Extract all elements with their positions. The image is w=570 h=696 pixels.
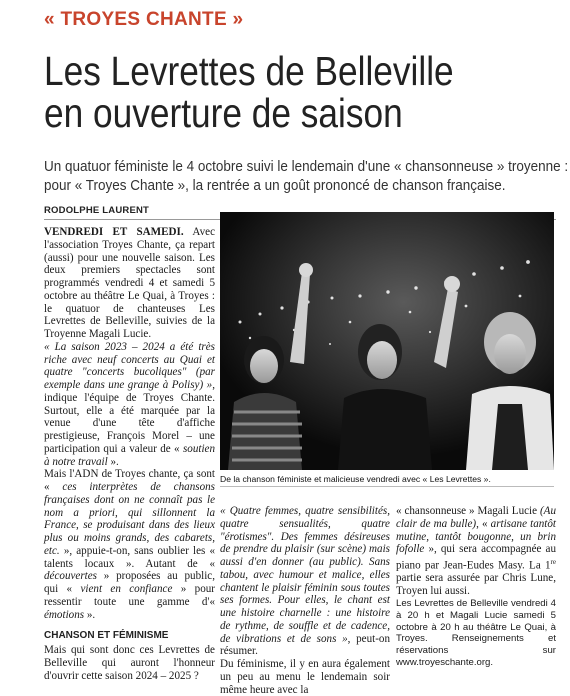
dna-text-d: » pour ressentir toute une gamme d'« xyxy=(44,583,215,608)
quote-quartet: « Quatre femmes, quatre sensibilités, quatre sensualités, quatre "érotismes". Des femmes désireuses de prendre du plaisir (sur scène) mais aussi d'en donner (au public). Sans tabou, avec humour et malice, elles chantent le plaisir féminin sous toutes ses formes. Pour elles, le chant est une histoire charnelle : une histoire de rythme, de souffle et de cadence, de vibrations et de sons » xyxy=(220,505,390,645)
quote-confidence: vient en confiance xyxy=(80,583,173,595)
paragraph-feminism: Du féminisme, il y en aura également un peu au menu le lendemain soir même heure avec la xyxy=(220,658,390,696)
quote-emotions: émotions xyxy=(44,608,85,621)
text-column-1 xyxy=(44,226,215,682)
dna-text-a: Mais l'ADN de Troyes chante, ça sont « xyxy=(44,468,215,493)
paragraph-quartet xyxy=(220,505,390,658)
quote-album: (Au clair de ma bulle) xyxy=(396,505,556,530)
performance-photo xyxy=(220,212,554,470)
magali-text-c: », qui sera accompagnée au piano par Jean-Eudes Masy. La 1 xyxy=(396,543,556,572)
quartet-text: , peut-on résumer. xyxy=(220,632,390,658)
quote-season: « La saison 2023 – 2024 a été très riche avec neuf concerts au Quai et quatre "concerts bucoliques" (par exemple dans une grange à Polisy) » xyxy=(44,340,215,391)
headline-line-2: en ouverture de saison xyxy=(44,90,403,136)
paragraph-intro xyxy=(44,226,215,341)
caption-divider xyxy=(220,486,554,487)
text-column-3 xyxy=(396,505,556,669)
paragraph-season xyxy=(44,341,215,469)
paragraph-dna xyxy=(44,468,215,621)
headline-line-1: Les Levrettes de Belleville xyxy=(44,48,454,94)
practical-info: Les Levrettes de Belleville vendredi 4 à 20 h et Magali Lucie samedi 5 octobre à 20 h au théâtre Le Quai, à Troyes. Renseignements et réservations sur www.troyeschante.org. xyxy=(396,597,556,668)
intro-text: Avec l'association Troyes Chante, ça repart (aussi) pour une nouvelle saison. Les deux premiers spectacles sont programmés vendredi 4 et samedi 5 octobre au théâtre Le Quai, à Troyes : le quatuor de chanteuses Les Levrettes de Belleville, suivies de la Troyenne Magali Lucie. xyxy=(44,226,215,340)
lead-in: VENDREDI ET SAMEDI. xyxy=(44,226,184,238)
quote-discoveries: découvertes xyxy=(44,570,97,583)
magali-text-a: « chansonneuse » Magali Lucie xyxy=(396,505,540,517)
paragraph-question: Mais qui sont donc ces Levrettes de Belleville qui auront l'honneur d'ouvrir cette saison 2024 – 2025 ? xyxy=(44,644,215,682)
quote-artisan: artisane tantôt mutine, tantôt bougonne, un brin fofolle xyxy=(396,517,556,556)
magali-text-b: , « xyxy=(476,517,491,530)
dna-text-b: », appuie-t-on, sans oublier les « talents locaux ». Autant de « xyxy=(44,544,215,570)
text-column-2 xyxy=(220,505,390,696)
magali-text-d: partie sera assurée par Chris Lune, Troyen lui aussi. xyxy=(396,572,556,598)
standfirst-line-2: pour « Troyes Chante », la rentrée a un goût prononcé de chanson française. xyxy=(44,177,506,194)
ordinal-suffix: re xyxy=(550,558,556,566)
dna-text-c: » proposées au public, qui « xyxy=(44,570,215,595)
article-kicker: « TROYES CHANTE » xyxy=(44,9,244,30)
photo-caption: De la chanson féministe et malicieuse vendredi avec « Les Levrettes ». xyxy=(220,474,491,484)
quote-support: soutien à notre travail xyxy=(44,442,215,468)
standfirst-line-1: Un quatuor féministe le 4 octobre suivi le lendemain d'une « chansonneuse » troyenne : xyxy=(44,158,569,175)
season-text: , indique l'équipe de Troyes Chante. Surtout, elle a été marquée par la venue d'une tête d'affiche prestigieuse, François Morel – une participation qui a valeur de « xyxy=(44,379,215,455)
dna-text-e: ». xyxy=(84,608,96,621)
paragraph-magali xyxy=(396,505,556,598)
article-headline xyxy=(44,50,491,134)
season-end: ». xyxy=(107,455,119,468)
byline: RODOLPHE LAURENT xyxy=(44,205,150,216)
article-standfirst xyxy=(44,157,569,195)
subheading: CHANSON ET FÉMINISME xyxy=(44,630,169,642)
quote-performers: ces interprètes de chansons françaises dont on ne connaît pas le nom a priori, qui sillonnent la France, se produisant dans des lieux plus ou moins grands, des cabarets, etc. xyxy=(44,481,215,557)
